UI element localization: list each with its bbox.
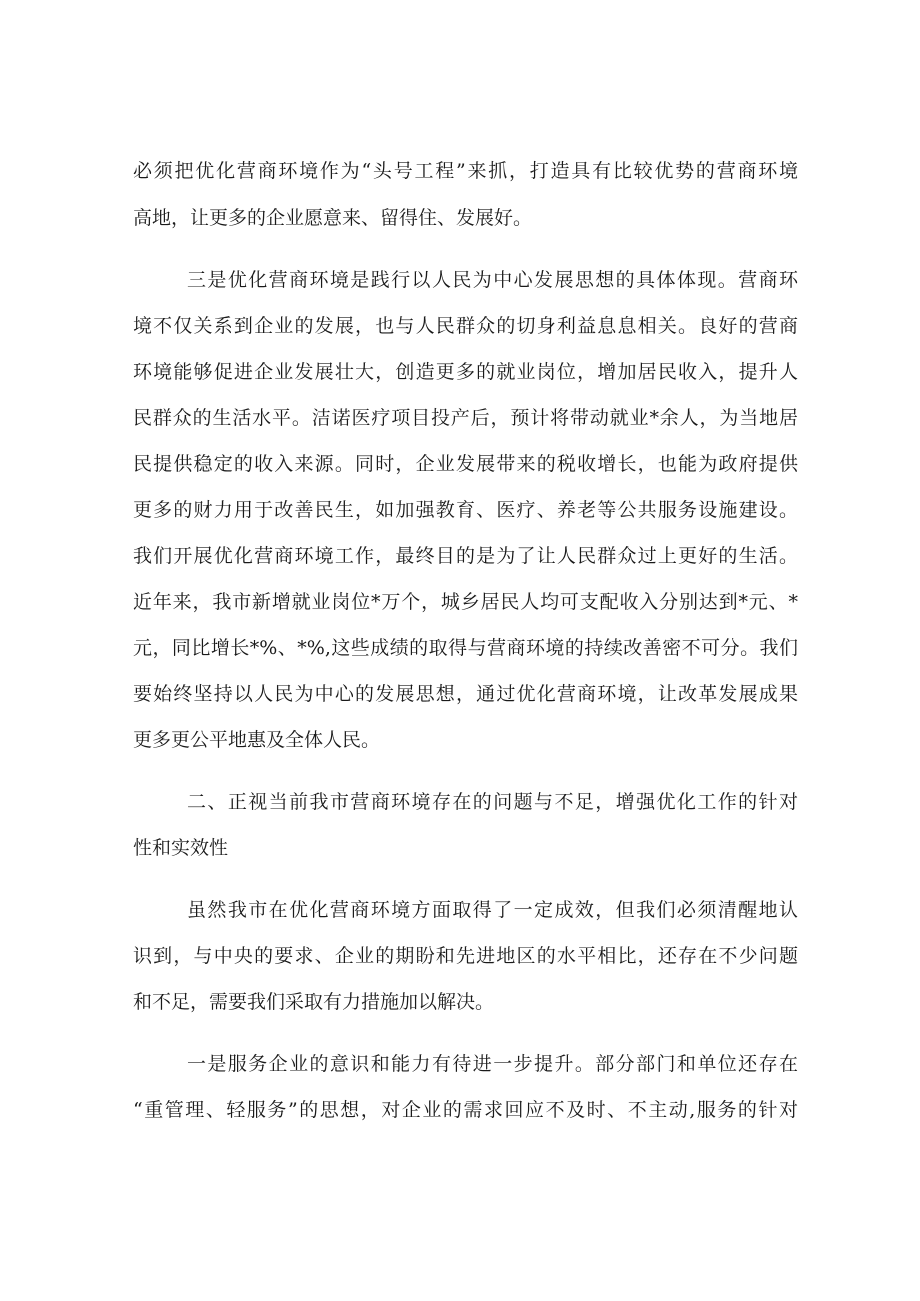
paragraph-2-line-2: 境不仅关系到企业的发展，也与人民群众的切身利益息息相关。良好的营商 xyxy=(133,315,798,337)
paragraph-2-line-4: 民群众的生活水平。洁诺医疗项目投产后，预计将带动就业*余人，为当地居 xyxy=(133,407,798,429)
paragraph-2-line-9: 元，同比增长*%、*%,这些成绩的取得与营商环境的持续改善密不可分。我们 xyxy=(133,637,798,659)
paragraph-2-line-8: 近年来，我市新增就业岗位*万个，城乡居民人均可支配收入分别达到*元、* xyxy=(133,591,798,613)
paragraph-2-line-3: 环境能够促进企业发展壮大，创造更多的就业岗位，增加居民收入，提升人 xyxy=(133,361,798,383)
paragraph-4-line-1: 虽然我市在优化营商环境方面取得了一定成效，但我们必须清醒地认 xyxy=(187,899,798,921)
paragraph-5-line-2: “重管理、轻服务”的思想，对企业的需求回应不及时、不主动,服务的针对 xyxy=(133,1099,798,1121)
paragraph-4-line-2: 识到，与中央的要求、企业的期盼和先进地区的水平相比，还存在不少问题 xyxy=(133,945,798,967)
paragraph-2-line-6: 更多的财力用于改善民生，如加强教育、医疗、养老等公共服务设施建设。 xyxy=(133,499,798,521)
paragraph-2-line-7: 我们开展优化营商环境工作，最终目的是为了让人民群众过上更好的生活。 xyxy=(133,545,798,567)
paragraph-2-line-1: 三是优化营商环境是践行以人民为中心发展思想的具体体现。营商环 xyxy=(187,269,798,291)
paragraph-2-line-11: 更多更公平地惠及全体人民。 xyxy=(133,729,381,751)
paragraph-1-line-1: 必须把优化营商环境作为“头号工程”来抓，打造具有比较优势的营商环境 xyxy=(133,160,798,182)
section-heading-line-2: 性和实效性 xyxy=(133,837,229,859)
paragraph-1-line-2: 高地，让更多的企业愿意来、留得住、发展好。 xyxy=(133,207,533,229)
paragraph-4-line-3: 和不足，需要我们采取有力措施加以解决。 xyxy=(133,991,495,1013)
section-heading-line-1: 二、正视当前我市营商环境存在的问题与不足，增强优化工作的针对 xyxy=(187,791,798,813)
paragraph-2-line-5: 民提供稳定的收入来源。同时，企业发展带来的税收增长，也能为政府提供 xyxy=(133,453,798,475)
paragraph-5-line-1: 一是服务企业的意识和能力有待进一步提升。部分部门和单位还存在 xyxy=(187,1053,798,1075)
paragraph-2-line-10: 要始终坚持以人民为中心的发展思想，通过优化营商环境，让改革发展成果 xyxy=(133,683,798,705)
